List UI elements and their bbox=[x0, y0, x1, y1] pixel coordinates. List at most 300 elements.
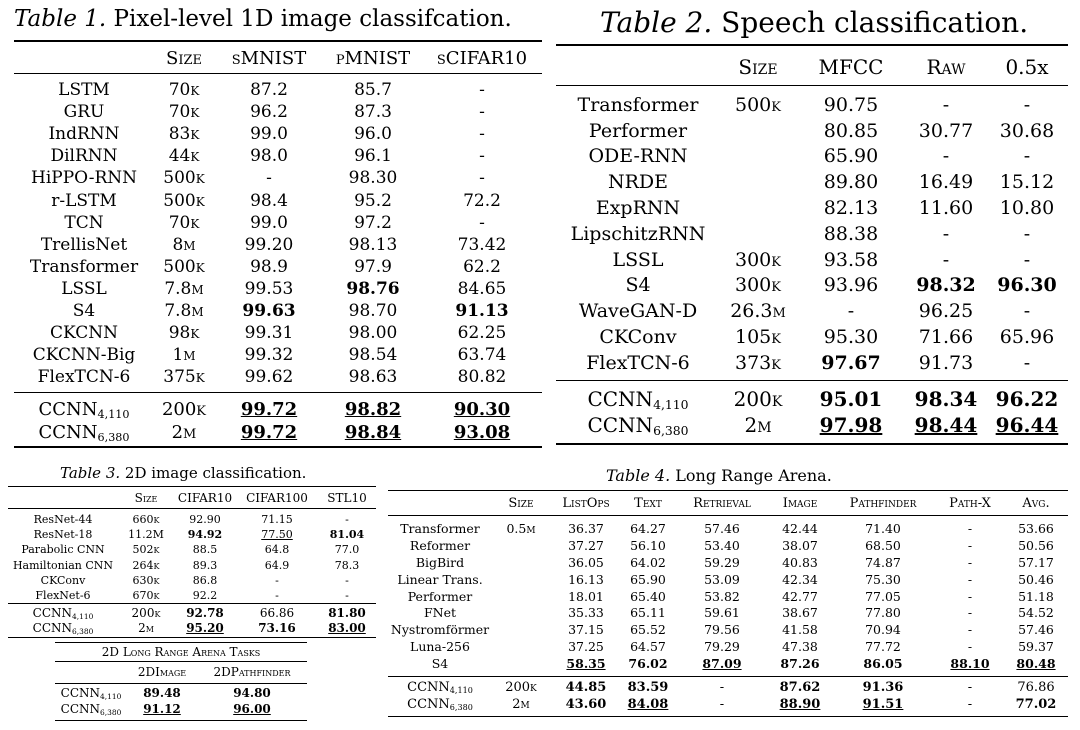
value-cell bbox=[720, 144, 796, 170]
value-cell: 91.12 bbox=[143, 702, 181, 716]
value-cell: - bbox=[1023, 222, 1031, 245]
model-subscript: 4,110 bbox=[100, 691, 122, 701]
value-cell: 96.1 bbox=[354, 146, 392, 167]
table-1-caption: Table 1. Pixel-level 1D image classifcation. bbox=[14, 6, 512, 32]
header-cell: Retrieval bbox=[693, 495, 751, 511]
value-cell: 2m bbox=[744, 413, 772, 437]
value-cell: 81.04 bbox=[329, 528, 365, 542]
value-cell: 40.83 bbox=[782, 554, 818, 570]
value-cell: - bbox=[345, 589, 349, 603]
value-cell: 96.00 bbox=[233, 702, 271, 716]
value-cell: - bbox=[275, 573, 279, 587]
value-cell: 86.8 bbox=[192, 573, 218, 587]
table-row-ccnn bbox=[55, 701, 307, 717]
table-row bbox=[14, 300, 542, 322]
value-cell: - bbox=[942, 145, 950, 168]
value-cell: 86.05 bbox=[863, 656, 903, 672]
table-row bbox=[14, 145, 542, 167]
value-cell: 99.0 bbox=[250, 212, 288, 233]
header-cell: Avg. bbox=[1022, 495, 1050, 511]
value-cell: 87.3 bbox=[354, 102, 392, 123]
table-1 bbox=[14, 0, 542, 450]
value-cell bbox=[492, 621, 550, 638]
value-cell: - bbox=[1023, 300, 1031, 323]
header-cell: Raw bbox=[926, 55, 966, 79]
value-cell: 44k bbox=[168, 146, 200, 167]
value-cell: - bbox=[479, 80, 485, 101]
header-cell bbox=[556, 52, 720, 82]
value-cell: 98.44 bbox=[914, 413, 978, 437]
model-name-cell: Transformer bbox=[577, 93, 699, 116]
model-name-cell: CKConv bbox=[599, 326, 677, 349]
header-cell bbox=[55, 663, 127, 681]
model-name-cell: NRDE bbox=[607, 171, 669, 194]
table-3-ccnn bbox=[8, 605, 376, 636]
value-cell: 54.52 bbox=[1018, 605, 1054, 621]
table-4-caption: Table 4. Long Range Arena. bbox=[606, 466, 832, 485]
value-cell: 53.09 bbox=[704, 571, 740, 587]
value-cell: 98.32 bbox=[916, 274, 976, 297]
model-name-cell: CKConv bbox=[40, 573, 86, 587]
value-cell: - bbox=[967, 697, 973, 712]
value-cell: 373k bbox=[735, 351, 781, 374]
value-cell: - bbox=[967, 639, 973, 655]
value-cell: 98.82 bbox=[344, 399, 402, 420]
value-cell: 11.60 bbox=[918, 197, 974, 220]
value-cell: 42.77 bbox=[782, 588, 818, 604]
value-cell: 70.94 bbox=[865, 622, 901, 638]
value-cell bbox=[720, 195, 796, 221]
value-cell: 500k bbox=[163, 256, 205, 277]
value-cell bbox=[492, 588, 550, 605]
value-cell: 264k bbox=[132, 558, 160, 572]
model-name-cell: TCN bbox=[64, 212, 104, 233]
value-cell: 98k bbox=[168, 323, 200, 344]
header-cell: Image bbox=[782, 495, 818, 511]
model-subscript: 4,110 bbox=[653, 397, 689, 412]
value-cell: 670k bbox=[132, 589, 160, 603]
value-cell: - bbox=[345, 513, 349, 527]
value-cell: 15.12 bbox=[999, 171, 1055, 194]
header-cell: CIFAR10 bbox=[177, 490, 233, 505]
value-cell bbox=[492, 537, 550, 554]
value-cell: 57.46 bbox=[704, 520, 740, 536]
value-cell: 98.84 bbox=[344, 422, 402, 443]
table-2-ccnn bbox=[556, 386, 1068, 438]
value-cell: 500k bbox=[163, 190, 205, 211]
model-name: CCNN bbox=[38, 399, 98, 420]
value-cell: 97.67 bbox=[821, 351, 881, 374]
value-cell: - bbox=[967, 680, 973, 695]
value-cell: - bbox=[1023, 145, 1031, 168]
value-cell: 77.05 bbox=[865, 588, 901, 604]
table-row bbox=[388, 604, 1068, 621]
value-cell: 98.70 bbox=[348, 300, 398, 321]
value-cell: 37.15 bbox=[568, 622, 604, 638]
table-row-ccnn bbox=[388, 696, 1068, 713]
model-name-cell: FlexNet-6 bbox=[35, 589, 91, 603]
value-cell: 2m bbox=[171, 422, 197, 443]
table-row bbox=[14, 101, 542, 123]
model-name-cell bbox=[55, 701, 127, 717]
table-row-ccnn bbox=[14, 421, 542, 444]
value-cell: 93.58 bbox=[823, 248, 879, 271]
table-row bbox=[8, 558, 376, 573]
model-name-cell: Parabolic CNN bbox=[21, 543, 105, 557]
header-cell: 2DPathfinder bbox=[213, 665, 291, 679]
value-cell: 98.00 bbox=[348, 323, 398, 344]
table-2d-lra-header bbox=[55, 663, 307, 681]
value-cell: 56.10 bbox=[630, 537, 666, 553]
value-cell: 99.31 bbox=[244, 323, 294, 344]
model-name-cell: Performer bbox=[407, 588, 473, 604]
header-cell bbox=[8, 488, 118, 507]
table-row bbox=[8, 542, 376, 557]
table-row bbox=[14, 278, 542, 300]
value-cell: 85.7 bbox=[354, 80, 392, 101]
value-cell: 200k bbox=[733, 387, 783, 411]
value-cell: 78.3 bbox=[334, 558, 360, 572]
value-cell bbox=[492, 571, 550, 588]
value-cell: 35.33 bbox=[568, 605, 604, 621]
table-row bbox=[8, 512, 376, 527]
value-cell: 98.9 bbox=[250, 256, 288, 277]
value-cell: - bbox=[967, 554, 973, 570]
value-cell: 65.90 bbox=[823, 145, 879, 168]
header-cell: STL10 bbox=[327, 490, 367, 505]
value-cell: 96.0 bbox=[354, 124, 392, 145]
table-row bbox=[556, 350, 1068, 376]
model-name-cell: ExpRNN bbox=[595, 197, 681, 220]
table-1-body bbox=[14, 79, 542, 388]
model-name: CCNN bbox=[38, 422, 98, 443]
header-cell: Size bbox=[738, 55, 778, 79]
value-cell: 91.73 bbox=[918, 351, 974, 374]
model-name: CCNN bbox=[587, 387, 654, 411]
table-row-ccnn bbox=[556, 412, 1068, 438]
value-cell bbox=[492, 638, 550, 655]
value-cell: 2m bbox=[512, 697, 530, 712]
header-cell: MFCC bbox=[818, 55, 884, 79]
table-row-ccnn bbox=[388, 679, 1068, 696]
value-cell: 88.5 bbox=[192, 543, 218, 557]
value-cell: 88.10 bbox=[950, 656, 990, 672]
table-row bbox=[14, 189, 542, 211]
value-cell: 92.2 bbox=[192, 589, 218, 603]
value-cell: 87.2 bbox=[250, 80, 288, 101]
header-cell: Text bbox=[634, 495, 662, 511]
model-name-cell: FlexTCN-6 bbox=[37, 367, 131, 388]
value-cell: 98.63 bbox=[348, 367, 398, 388]
value-cell: - bbox=[479, 212, 485, 233]
table-2-header bbox=[556, 52, 1068, 82]
model-name: CCNN bbox=[407, 697, 450, 712]
table-row bbox=[14, 322, 542, 344]
model-name-cell: S4 bbox=[625, 274, 651, 297]
value-cell bbox=[720, 169, 796, 195]
value-cell: 77.80 bbox=[865, 605, 901, 621]
header-cell: ListOps bbox=[562, 495, 610, 511]
value-cell: 200k bbox=[505, 680, 537, 695]
value-cell: 57.17 bbox=[1018, 554, 1054, 570]
value-cell: 77.0 bbox=[334, 543, 360, 557]
value-cell bbox=[720, 118, 796, 144]
table-row bbox=[388, 520, 1068, 537]
value-cell: 76.02 bbox=[628, 656, 668, 672]
value-cell: 71.66 bbox=[918, 326, 974, 349]
value-cell: 87.26 bbox=[780, 656, 820, 672]
value-cell: 99.53 bbox=[244, 278, 294, 299]
value-cell: 84.08 bbox=[627, 697, 669, 712]
table-4-body bbox=[388, 520, 1068, 672]
value-cell: 98.34 bbox=[914, 387, 978, 411]
value-cell: 97.98 bbox=[819, 413, 883, 437]
value-cell: 97.2 bbox=[354, 212, 392, 233]
model-name-cell: Reformer bbox=[409, 537, 471, 553]
value-cell: 53.40 bbox=[704, 537, 740, 553]
value-cell: 91.36 bbox=[862, 680, 904, 695]
value-cell: - bbox=[1023, 248, 1031, 271]
table-2-body bbox=[556, 92, 1068, 376]
model-name-cell: IndRNN bbox=[48, 124, 120, 145]
table-row bbox=[388, 554, 1068, 571]
value-cell: - bbox=[967, 588, 973, 604]
value-cell: 630k bbox=[132, 573, 160, 587]
value-cell: 36.37 bbox=[568, 520, 604, 536]
value-cell: 95.2 bbox=[354, 190, 392, 211]
value-cell: 87.09 bbox=[702, 656, 742, 672]
value-cell: 98.0 bbox=[250, 146, 288, 167]
value-cell: 42.44 bbox=[782, 520, 818, 536]
value-cell: 72.2 bbox=[463, 190, 501, 211]
header-cell: 0.5x bbox=[1005, 55, 1049, 79]
value-cell: 77.50 bbox=[261, 528, 293, 542]
model-subscript: 6,380 bbox=[100, 707, 122, 717]
value-cell: 502k bbox=[132, 543, 160, 557]
table-row bbox=[14, 79, 542, 101]
value-cell: 74.87 bbox=[865, 554, 901, 570]
model-name-cell: Performer bbox=[588, 119, 688, 142]
model-name-cell: LSSL bbox=[612, 248, 664, 271]
table-row bbox=[388, 571, 1068, 588]
model-subscript: 4,110 bbox=[449, 686, 473, 695]
model-name: CCNN bbox=[407, 680, 450, 695]
table-row bbox=[14, 344, 542, 366]
model-name-cell: Hamiltonian CNN bbox=[12, 558, 114, 572]
value-cell: - bbox=[345, 573, 349, 587]
model-name-cell: Luna-256 bbox=[410, 639, 470, 655]
model-name-cell: S4 bbox=[72, 300, 96, 321]
model-name-cell: TrellisNet bbox=[40, 234, 128, 255]
value-cell: 57.46 bbox=[1018, 622, 1054, 638]
table-4 bbox=[388, 460, 1068, 722]
value-cell bbox=[492, 604, 550, 621]
value-cell: 58.35 bbox=[566, 656, 606, 672]
value-cell: 89.3 bbox=[192, 558, 218, 572]
model-subscript: 6,380 bbox=[72, 627, 94, 636]
table-3-header bbox=[8, 488, 376, 507]
model-name-cell: Transformer bbox=[400, 520, 480, 536]
header-cell: Size bbox=[166, 47, 202, 69]
model-name-cell bbox=[55, 685, 127, 701]
table-row bbox=[14, 234, 542, 256]
value-cell: 90.75 bbox=[823, 93, 879, 116]
model-name-cell bbox=[556, 386, 720, 412]
model-name-cell bbox=[556, 412, 720, 438]
model-name-cell: ResNet-44 bbox=[33, 513, 93, 527]
value-cell: - bbox=[719, 680, 725, 695]
model-name-cell: FlexTCN-6 bbox=[586, 351, 690, 374]
value-cell: - bbox=[847, 300, 855, 323]
value-cell: 99.32 bbox=[244, 345, 294, 366]
value-cell: 70k bbox=[168, 212, 200, 233]
model-name-cell bbox=[8, 621, 118, 637]
table-4-ccnn bbox=[388, 679, 1068, 713]
model-name-cell: ODE-RNN bbox=[588, 145, 688, 168]
model-name-cell bbox=[8, 605, 118, 621]
value-cell: 64.02 bbox=[630, 554, 666, 570]
value-cell: - bbox=[967, 537, 973, 553]
value-cell: 44.85 bbox=[565, 680, 607, 695]
value-cell: 95.20 bbox=[186, 621, 224, 636]
table-row bbox=[388, 638, 1068, 655]
value-cell: 30.77 bbox=[918, 119, 974, 142]
value-cell: 82.13 bbox=[823, 197, 879, 220]
model-name-cell: Linear Trans. bbox=[397, 571, 483, 587]
value-cell: 97.9 bbox=[354, 256, 392, 277]
value-cell: 300k bbox=[735, 274, 781, 297]
model-subscript: 6,380 bbox=[97, 430, 130, 444]
value-cell: 99.20 bbox=[244, 234, 294, 255]
table-2d-lra-title: 2D Long Range Arena Tasks bbox=[101, 645, 261, 659]
model-name-cell: S4 bbox=[431, 656, 449, 672]
header-cell: Path-X bbox=[949, 495, 991, 511]
model-name-cell bbox=[14, 421, 154, 444]
value-cell: - bbox=[266, 168, 272, 189]
value-cell: 18.01 bbox=[568, 588, 604, 604]
value-cell: 200k bbox=[131, 605, 161, 620]
model-name: CCNN bbox=[32, 605, 73, 620]
model-name-cell: BigBird bbox=[415, 554, 465, 570]
value-cell: 68.50 bbox=[865, 537, 901, 553]
value-cell: 7.8m bbox=[164, 278, 204, 299]
value-cell: 65.96 bbox=[999, 326, 1055, 349]
value-cell: 83k bbox=[168, 124, 200, 145]
value-cell: 89.80 bbox=[823, 171, 879, 194]
table-row-ccnn bbox=[8, 605, 376, 621]
value-cell: 96.44 bbox=[995, 413, 1059, 437]
header-cell: Size bbox=[508, 495, 534, 511]
value-cell: - bbox=[1023, 93, 1031, 116]
value-cell: 98.30 bbox=[348, 168, 398, 189]
value-cell: 71.15 bbox=[261, 513, 293, 527]
model-name-cell: WaveGAN-D bbox=[578, 300, 698, 323]
model-name: CCNN bbox=[60, 686, 101, 700]
value-cell: 375k bbox=[163, 367, 205, 388]
table-row bbox=[14, 366, 542, 388]
value-cell: 96.2 bbox=[250, 102, 288, 123]
value-cell: 51.18 bbox=[1018, 588, 1054, 604]
value-cell: 73.16 bbox=[258, 621, 296, 636]
value-cell: 84.65 bbox=[457, 278, 507, 299]
table-3-body bbox=[8, 512, 376, 603]
table-2 bbox=[556, 0, 1068, 446]
value-cell: 42.34 bbox=[782, 571, 818, 587]
model-subscript: 6,380 bbox=[653, 423, 689, 438]
value-cell: 105k bbox=[735, 326, 781, 349]
model-name-cell: LSSL bbox=[61, 278, 107, 299]
value-cell: 62.25 bbox=[457, 323, 507, 344]
table-1-header bbox=[14, 44, 542, 72]
value-cell: 500k bbox=[735, 93, 781, 116]
value-cell: 50.56 bbox=[1018, 537, 1054, 553]
value-cell: 8m bbox=[172, 234, 196, 255]
value-cell: - bbox=[1023, 351, 1031, 374]
value-cell: 80.48 bbox=[1016, 656, 1056, 672]
value-cell: 91.13 bbox=[455, 300, 509, 321]
value-cell: 80.82 bbox=[457, 367, 507, 388]
table-row bbox=[556, 273, 1068, 299]
table-2-caption: Table 2. Speech classification. bbox=[600, 6, 1029, 39]
model-name-cell: Nystromförmer bbox=[390, 622, 490, 638]
table-row-ccnn bbox=[14, 398, 542, 421]
value-cell: 89.48 bbox=[143, 686, 181, 700]
header-cell: Pathfinder bbox=[849, 495, 917, 511]
value-cell: - bbox=[479, 146, 485, 167]
table-row bbox=[14, 123, 542, 145]
table-row-ccnn bbox=[55, 685, 307, 701]
value-cell: 2m bbox=[138, 621, 154, 636]
model-name-cell: HiPPO-RNN bbox=[31, 168, 137, 189]
model-subscript: 4,110 bbox=[72, 611, 94, 621]
value-cell: 200k bbox=[161, 399, 207, 420]
value-cell: 83.59 bbox=[627, 680, 669, 695]
table-row-ccnn bbox=[556, 386, 1068, 412]
value-cell: 38.67 bbox=[782, 605, 818, 621]
value-cell: 83.00 bbox=[328, 621, 366, 636]
model-name-cell: CKCNN bbox=[49, 323, 118, 344]
value-cell: - bbox=[967, 520, 973, 536]
value-cell: 53.82 bbox=[704, 588, 740, 604]
header-cell: sCIFAR10 bbox=[436, 47, 528, 69]
value-cell: 77.72 bbox=[865, 639, 901, 655]
value-cell: 65.40 bbox=[630, 588, 666, 604]
value-cell: 95.30 bbox=[823, 326, 879, 349]
value-cell: 16.13 bbox=[568, 571, 604, 587]
value-cell: 16.49 bbox=[918, 171, 974, 194]
value-cell: - bbox=[967, 605, 973, 621]
value-cell: 77.02 bbox=[1015, 697, 1057, 712]
value-cell: - bbox=[275, 589, 279, 603]
value-cell: 71.40 bbox=[865, 520, 901, 536]
value-cell: 65.52 bbox=[630, 622, 666, 638]
model-name-cell: Transformer bbox=[29, 256, 139, 277]
table-row bbox=[388, 588, 1068, 605]
model-name-cell bbox=[388, 696, 492, 713]
table-2d-lra-ccnn bbox=[55, 685, 307, 717]
value-cell: 26.3m bbox=[730, 300, 786, 323]
table-row bbox=[14, 167, 542, 189]
value-cell: 99.63 bbox=[242, 300, 296, 321]
table-row bbox=[556, 195, 1068, 221]
value-cell: 63.74 bbox=[457, 345, 507, 366]
value-cell: 96.30 bbox=[997, 274, 1057, 297]
value-cell: 81.80 bbox=[328, 605, 366, 620]
value-cell: - bbox=[942, 248, 950, 271]
table-1-ccnn bbox=[14, 398, 542, 444]
value-cell: 98.4 bbox=[250, 190, 288, 211]
value-cell: 93.96 bbox=[823, 274, 879, 297]
